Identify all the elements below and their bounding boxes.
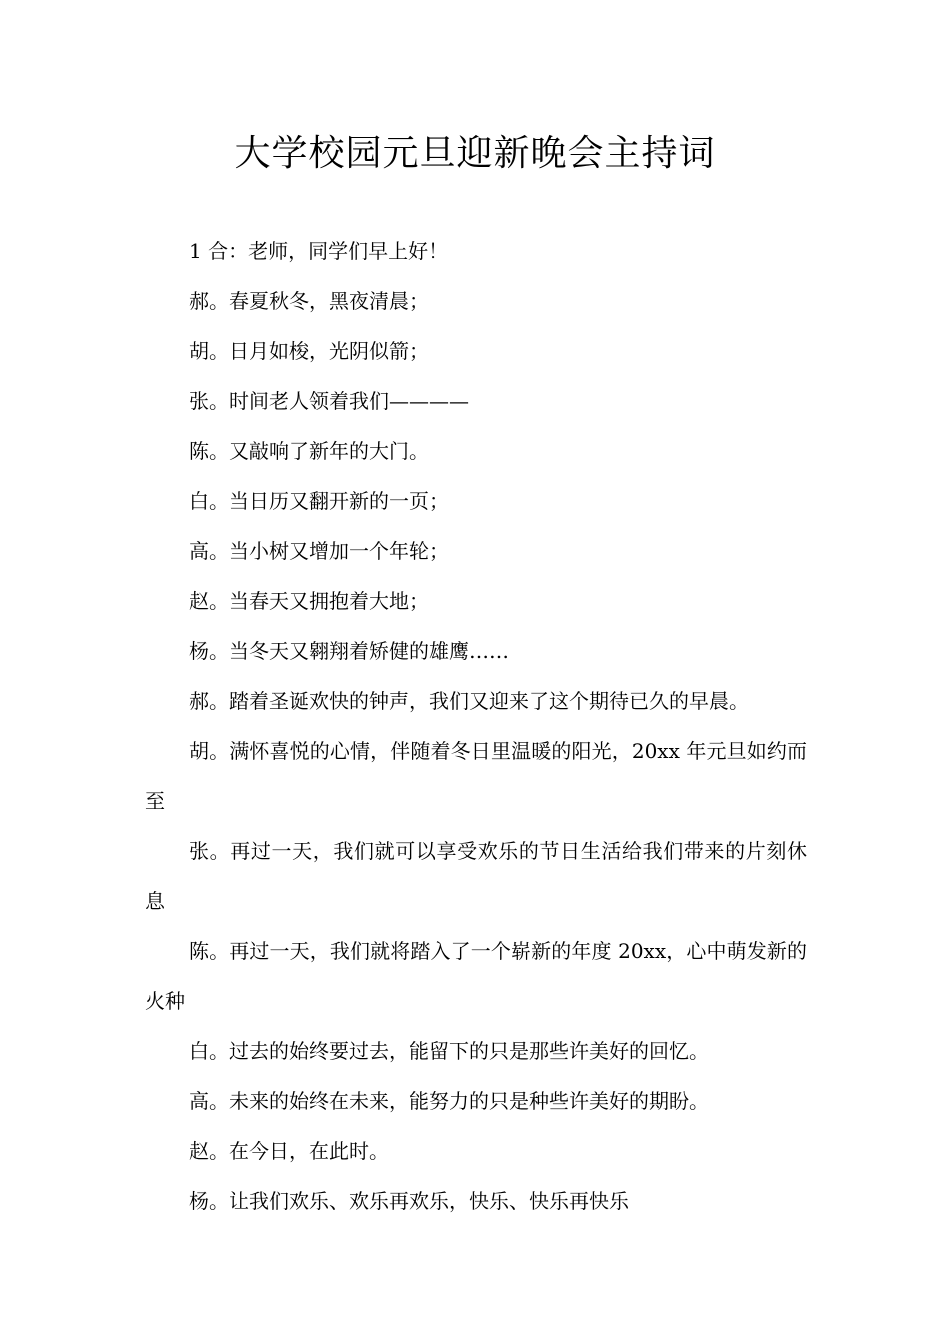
paragraph: 高。未来的始终在未来，能努力的只是种些许美好的期盼。 (189, 1089, 709, 1113)
paragraph: 胡。日月如梭，光阴似箭； (189, 339, 429, 363)
paragraph: 郝。春夏秋冬，黑夜清晨； (189, 289, 429, 313)
paragraph: 杨。当冬天又翱翔着矫健的雄鹰…… (189, 639, 509, 663)
paragraph: 高。当小树又增加一个年轮； (189, 539, 449, 563)
paragraph: 陈。再过一天，我们就将踏入了一个崭新的年度 20xx，心中萌发新的火种 (145, 939, 807, 1013)
paragraph: 白。过去的始终要过去，能留下的只是那些许美好的回忆。 (189, 1039, 709, 1063)
paragraph: 1 合：老师，同学们早上好！ (189, 239, 449, 263)
paragraph: 赵。当春天又拥抱着大地； (189, 589, 429, 613)
paragraph: 陈。又敲响了新年的大门。 (189, 439, 429, 463)
document-title: 大学校园元旦迎新晚会主持词 (234, 133, 716, 174)
paragraph: 胡。满怀喜悦的心情，伴随着冬日里温暖的阳光，20xx 年元旦如约而至 (145, 739, 807, 813)
document-body (145, 226, 807, 1226)
paragraph: 赵。在今日，在此时。 (189, 1139, 389, 1163)
paragraph: 杨。让我们欢乐、欢乐再欢乐，快乐、快乐再快乐 (189, 1189, 629, 1213)
paragraph: 郝。踏着圣诞欢快的钟声，我们又迎来了这个期待已久的早晨。 (189, 689, 749, 713)
paragraph: 张。时间老人领着我们———— (189, 389, 469, 413)
paragraph: 张。再过一天，我们就可以享受欢乐的节日生活给我们带来的片刻休息 (145, 839, 807, 913)
paragraph: 白。当日历又翻开新的一页； (189, 489, 449, 513)
